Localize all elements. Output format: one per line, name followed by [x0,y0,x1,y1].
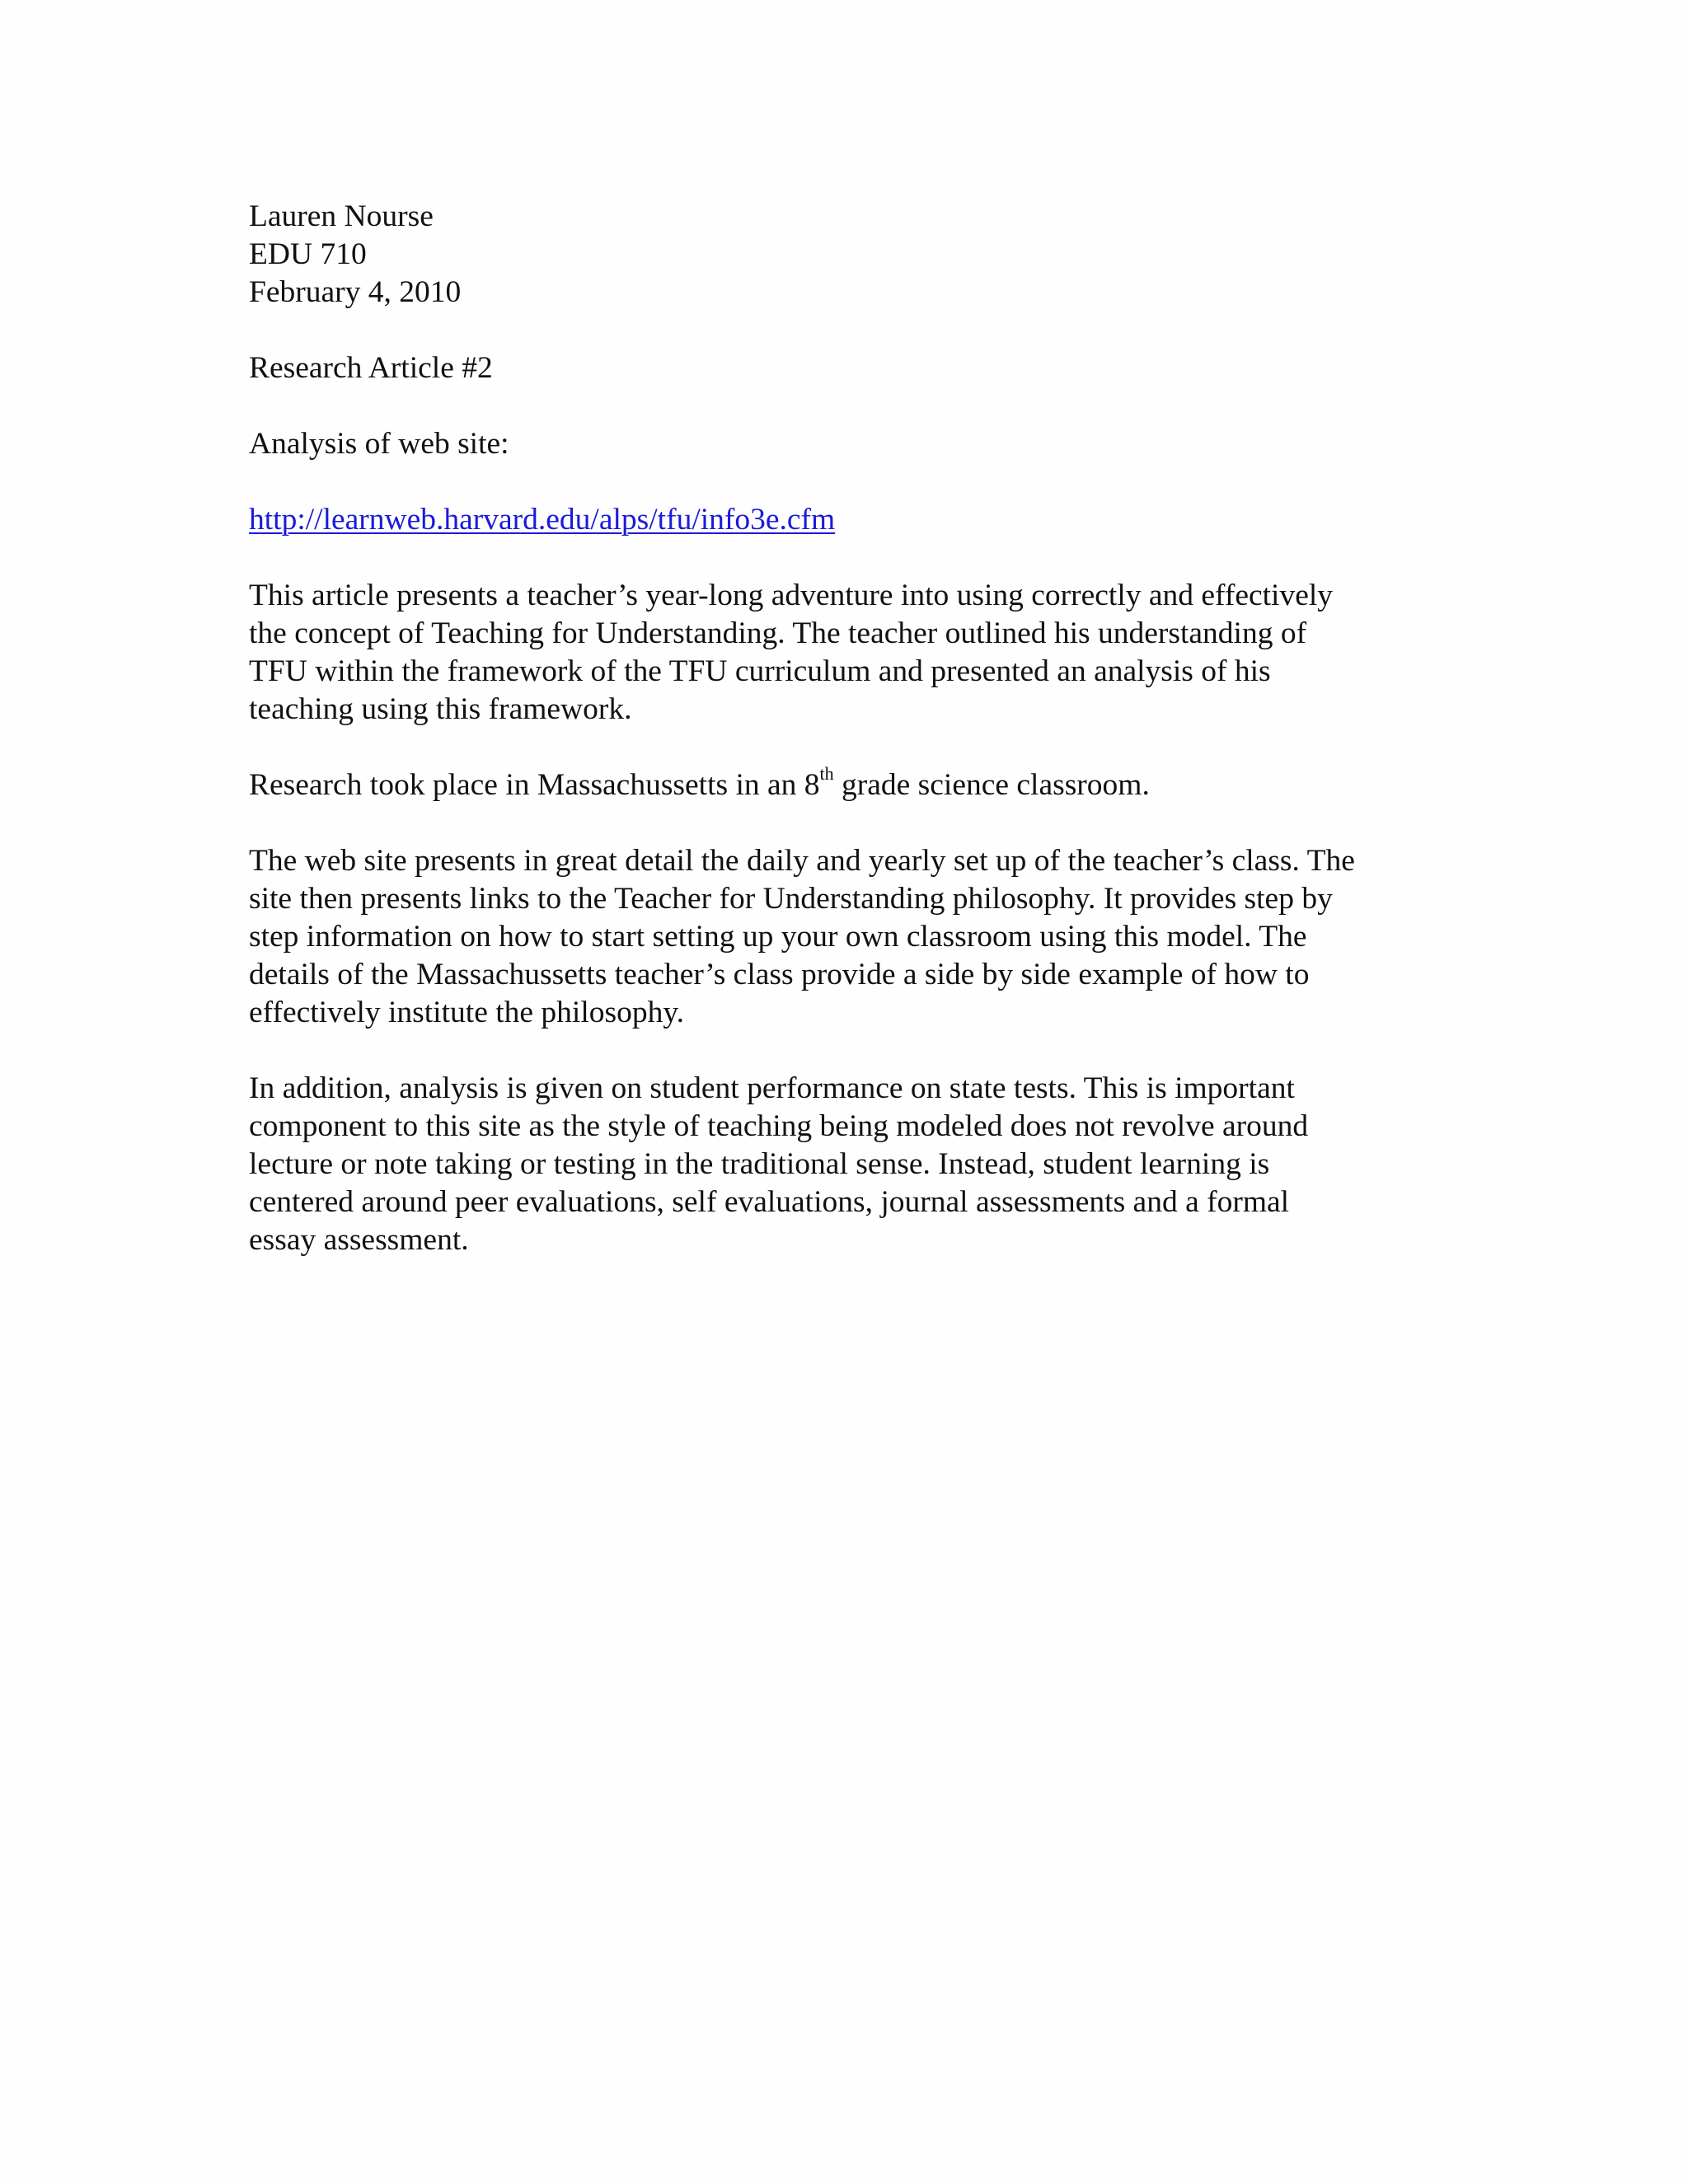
course-code: EDU 710 [249,237,367,271]
ordinal-superscript: th [819,763,834,784]
paragraph-location [249,763,1452,804]
paragraph-analysis [249,1070,1452,1259]
paragraph-line: This article presents a teacher’s year-long adventure into using correctly and effectively [249,579,1334,612]
document-date: February 4, 2010 [249,275,462,309]
paragraph-line: step information on how to start setting up your own classroom using this model. The [249,920,1307,954]
paragraph-line: details of the Massachussetts teacher’s class provide a side by side example of how to [249,958,1310,991]
paragraph-line: component to this site as the style of teaching being modeled does not revolve around [249,1109,1309,1143]
paragraph-line: centered around peer evaluations, self evaluations, journal assessments and a formal [249,1185,1290,1219]
location-text-before: Research took place in Massachussetts in an 8 [249,768,820,802]
paragraph-line: teaching using this framework. [249,692,632,726]
location-text-after: grade science classroom. [833,768,1150,802]
section-heading: Analysis of web site: [249,427,509,461]
paragraph-line: effectively institute the philosophy. [249,996,685,1029]
paragraph-line: site then presents links to the Teacher for Understanding philosophy. It provides step by [249,882,1333,916]
header-block [249,198,1452,312]
paragraph-line: The web site presents in great detail the daily and yearly set up of the teacher’s class. The [249,844,1355,878]
paragraph-line: essay assessment. [249,1223,469,1257]
document-title: Research Article #2 [249,351,493,385]
author-name: Lauren Nourse [249,199,434,233]
paragraph-line: TFU within the framework of the TFU curriculum and presented an analysis of his [249,654,1271,688]
website-link-line [249,501,1452,539]
paragraph-line: In addition, analysis is given on student performance on state tests. This is important [249,1071,1295,1105]
paragraph-line: lecture or note taking or testing in the traditional sense. Instead, student learning is [249,1147,1270,1181]
paragraph-summary [249,577,1452,729]
paragraph-line [249,763,1452,804]
website-link[interactable]: http://learnweb.harvard.edu/alps/tfu/info3e.cfm [249,503,836,537]
paragraph-website-details [249,842,1452,1032]
paragraph-line: the concept of Teaching for Understanding. The teacher outlined his understanding of [249,616,1307,650]
document-body [249,198,1452,1259]
